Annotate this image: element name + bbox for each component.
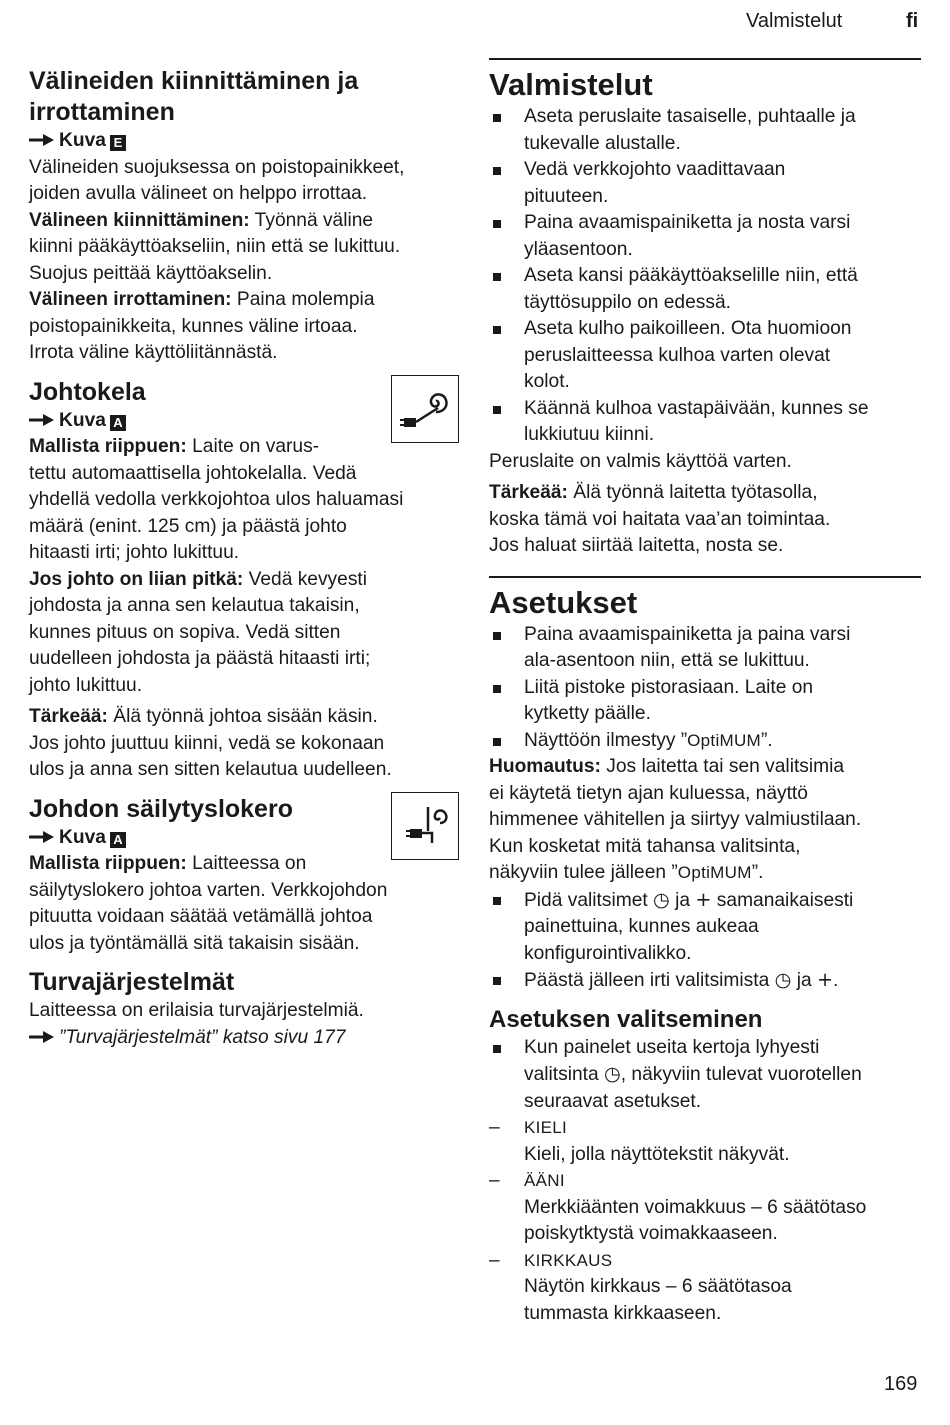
running-header-language: fi	[906, 10, 919, 32]
timer-icon: ◷	[653, 887, 670, 911]
setting-item-aani: – ÄÄNI Merkkiäänten voimakkuus – 6 säätötaso poiskytktystä voimakkaaseen.	[489, 1170, 867, 1244]
list-item: Aseta kansi pääkäyttöakselille niin, että täyttösuppilo on edessä.	[489, 263, 921, 316]
arrow-right-icon	[29, 1025, 59, 1052]
figure-reference: Kuva A	[29, 825, 465, 852]
section-asetuksen-valitseminen	[489, 1005, 921, 1328]
running-header-title: Valmistelut	[746, 10, 843, 32]
page-number: 169	[884, 1373, 918, 1395]
plus-icon: +	[816, 968, 834, 991]
section-heading: Turvajärjestelmät	[29, 968, 235, 996]
section-asetukset	[489, 578, 921, 995]
timer-icon: ◷	[774, 968, 792, 991]
list-item: Paina avaamispainiketta ja paina varsi ala-asentoon niin, että se lukittuu.	[489, 622, 921, 675]
paragraph: Mallista riippuen: Laite on varus- tettu automaattisella johtokelalla. Vedä yhdellä vedolla verkkojohtoa ulos haluamasi määrä (enint. 125 cm) ja päästä johto hitaasti irti; johto lukittuu.	[29, 436, 404, 563]
paragraph: Välineiden suojuksessa on poistopainikkeet, joiden avulla välineet on helppo irrottaa.	[29, 156, 405, 204]
arrow-right-icon	[29, 128, 59, 155]
paragraph: Peruslaite on valmis käyttöä varten.	[489, 450, 792, 472]
setting-item-kieli: – KIELI Kieli, jolla näyttötekstit näkyvät.	[489, 1117, 790, 1165]
section-heading: Asetukset	[489, 584, 638, 620]
section-heading: Johdon säilytyslokero	[29, 794, 293, 823]
section-turvajarjestelmat	[29, 967, 465, 1051]
list-item: Päästä jälleen irti valitsimista ◷ ja +.	[489, 967, 921, 995]
figure-letter: A	[110, 832, 126, 848]
paragraph: Välineen irrottaminen: Paina molempia poistopainikkeita, kunnes väline irtoaa. Irrota väline käyttöliitännästä.	[29, 289, 375, 363]
figure-reference: Kuva A	[29, 408, 465, 435]
cross-reference[interactable]: ”Turvajärjestelmät” katso sivu 177	[29, 1025, 465, 1052]
section-johdon-sailytyslokero	[29, 794, 465, 958]
section-heading: Välineiden kiinnittäminen ja irrottaminen	[29, 67, 359, 126]
figure-reference: Kuva E	[29, 128, 465, 155]
section-valmistelut	[489, 60, 921, 560]
figure-letter: A	[110, 415, 126, 431]
list-item: Pidä valitsimet ◷ ja + samanaikaisesti painettuina, kunnes aukeaa konfigurointivalikko.	[489, 887, 921, 968]
section-valineiden-kiinnittaminen	[29, 66, 465, 367]
arrow-right-icon	[29, 408, 59, 435]
section-heading: Johtokela	[29, 377, 146, 406]
list-item: Käännä kulhoa vastapäivään, kunnes se lukkiutuu kiinni.	[489, 396, 921, 449]
list-item: Näyttöön ilmestyy ”OptiMUM”.	[489, 728, 921, 755]
list-item: Vedä verkkojohto vaadittavaan pituuteen.	[489, 157, 921, 210]
setting-item-kirkkaus: – KIRKKAUS Näytön kirkkaus – 6 säätötasoa tummasta kirkkaaseen.	[489, 1249, 792, 1324]
paragraph: Tärkeää: Älä työnnä laitetta työtasolla, koska tämä voi haitata vaa’an toimintaa. Jos haluat siirtää laitetta, nosta se.	[489, 482, 831, 556]
section-heading: Asetuksen valitseminen	[489, 1005, 763, 1033]
paragraph: Huomautus: Jos laitetta tai sen valitsimia ei käytetä tietyn ajan kuluessa, näyttö himmenee vähitellen ja siirtyy valmiustilaan. Kun kosketat mitä tahansa valitsinta, näkyviin tulee jälleen ”OptiMUM”.	[489, 756, 862, 883]
arrow-right-icon	[29, 825, 59, 852]
cord-reel-icon	[391, 375, 459, 443]
list-item: Kun painelet useita kertoja lyhyesti valitsinta ◷, näkyviin tulevat vuorotellen seuraavat asetukset.	[489, 1035, 921, 1116]
figure-letter: E	[110, 135, 126, 151]
paragraph: Laitteessa on erilaisia turvajärjestelmiä.	[29, 1000, 364, 1021]
paragraph: Tärkeää: Älä työnnä johtoa sisään käsin. Jos johto juuttuu kiinni, vedä se kokonaan ulos ja anna sen sitten kelautua uudelleen.	[29, 706, 392, 780]
timer-icon: ◷	[603, 1062, 621, 1085]
list-item: Liitä pistoke pistorasiaan. Laite on kytketty päälle.	[489, 675, 921, 728]
plus-icon: +	[695, 887, 712, 911]
paragraph: Välineen kiinnittäminen: Työnnä väline kiinni pääkäyttöakseliin, niin että se lukittuu. Suojus peittää käyttöakselin.	[29, 209, 401, 284]
list-item: Paina avaamispainiketta ja nosta varsi yläasentoon.	[489, 210, 921, 263]
section-heading: Valmistelut	[489, 67, 653, 102]
list-item: Aseta peruslaite tasaiselle, puhtaalle ja tukevalle alustalle.	[489, 104, 921, 157]
left-column	[29, 66, 465, 1051]
section-johtokela	[29, 377, 465, 784]
paragraph: Mallista riippuen: Laitteessa on säilytyslokero johtoa varten. Verkkojohdon pituutta voidaan säätää vetämällä johtoa ulos ja työntämällä sitä takaisin sisään.	[29, 853, 388, 954]
cord-storage-icon	[391, 792, 459, 860]
right-column	[489, 58, 921, 1327]
list-item: Aseta kulho paikoilleen. Ota huomioon peruslaitteessa kulhoa varten olevat kolot.	[489, 316, 921, 396]
paragraph: Jos johto on liian pitkä: Vedä kevyesti johdosta ja anna sen kelautua takaisin, kunnes pituus on sopiva. Vedä sitten uudelleen johdosta ja päästä hitaasti irti; johto lukittuu.	[29, 568, 371, 696]
